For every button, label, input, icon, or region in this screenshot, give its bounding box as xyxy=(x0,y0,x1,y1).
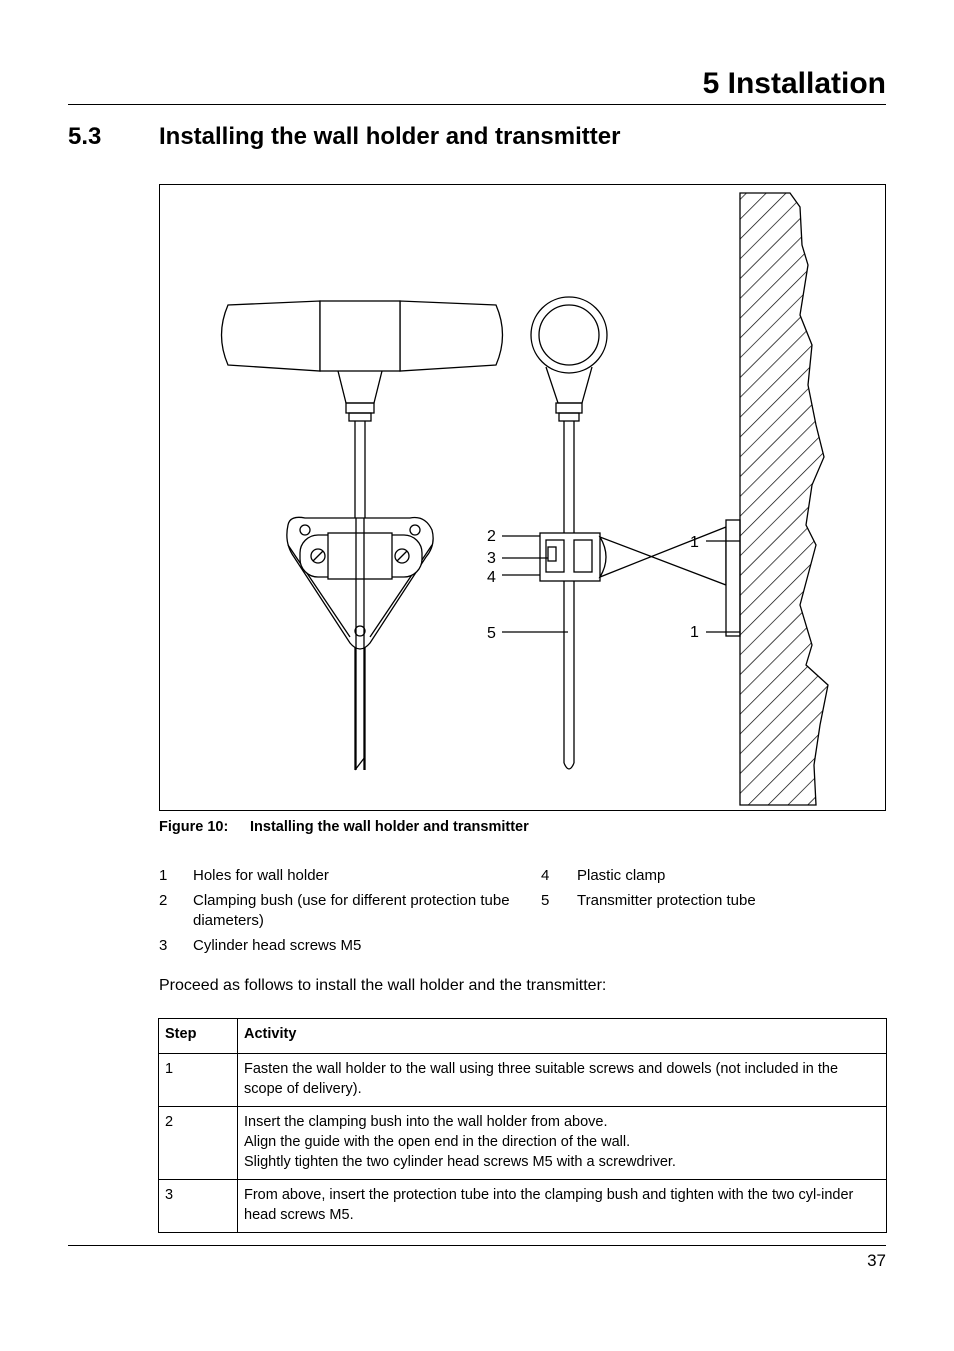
footer-rule xyxy=(68,1245,886,1246)
activity-line: Insert the clamping bush into the wall holder from above. xyxy=(244,1114,608,1130)
callout-2: 2 xyxy=(487,528,496,545)
step-number: 2 xyxy=(159,1107,238,1180)
figure-caption xyxy=(159,819,529,835)
header-rule xyxy=(68,104,886,105)
legend-num-1: 1 xyxy=(159,867,168,884)
legend-text-1: Holes for wall holder xyxy=(193,867,329,884)
activity-line: Slightly tighten the two cylinder head screws M5 with a screwdriver. xyxy=(244,1154,676,1170)
intro-paragraph: Proceed as follows to install the wall holder and the transmitter: xyxy=(159,977,607,994)
figure-frame xyxy=(159,184,886,811)
legend-num-4: 4 xyxy=(541,867,550,884)
callout-4: 4 xyxy=(487,569,496,586)
legend-text-2: Clamping bush (use for different protection tube diameters) xyxy=(193,892,510,929)
step-activity xyxy=(238,1180,887,1233)
header-activity: Activity xyxy=(238,1019,887,1054)
figure-caption-label: Figure 10: xyxy=(159,819,229,835)
step-number: 1 xyxy=(159,1054,238,1107)
steps-table xyxy=(158,1018,887,1233)
table-row xyxy=(159,1107,887,1180)
step-number: 3 xyxy=(159,1180,238,1233)
legend-num-3: 3 xyxy=(159,937,168,954)
table-row xyxy=(159,1180,887,1233)
wall-section xyxy=(740,193,828,805)
table-header-row xyxy=(159,1019,887,1054)
transmitter-side-view xyxy=(531,297,740,769)
step-activity xyxy=(238,1054,887,1107)
activity-line: From above, insert the protection tube into the clamping bush and tighten with the two cyl-inder head screws M5. xyxy=(244,1187,854,1223)
section-number: 5.3 xyxy=(68,123,102,150)
legend-text-5: Transmitter protection tube xyxy=(577,892,756,909)
callout-3: 3 xyxy=(487,550,496,567)
legend-num-5: 5 xyxy=(541,892,550,909)
legend-text-4: Plastic clamp xyxy=(577,867,666,884)
callout-1-lower: 1 xyxy=(690,624,699,641)
callout-1-upper: 1 xyxy=(690,534,699,551)
activity-line: Fasten the wall holder to the wall using three suitable screws and dowels (not included in the scope of delivery). xyxy=(244,1061,839,1097)
legend-text-3: Cylinder head screws M5 xyxy=(193,937,362,954)
activity-line: Align the guide with the open end in the direction of the wall. xyxy=(244,1134,631,1150)
transmitter-front-view xyxy=(222,301,503,770)
callout-5: 5 xyxy=(487,625,496,642)
section-title: Installing the wall holder and transmitter xyxy=(159,123,621,150)
figure-caption-text: Installing the wall holder and transmitter xyxy=(250,819,529,835)
chapter-title: 5 Installation xyxy=(702,67,886,100)
page-number: 37 xyxy=(867,1251,886,1270)
step-activity xyxy=(238,1107,887,1180)
header-step: Step xyxy=(159,1019,238,1054)
table-row xyxy=(159,1054,887,1107)
legend-num-2: 2 xyxy=(159,892,168,909)
installation-drawing xyxy=(160,185,885,810)
